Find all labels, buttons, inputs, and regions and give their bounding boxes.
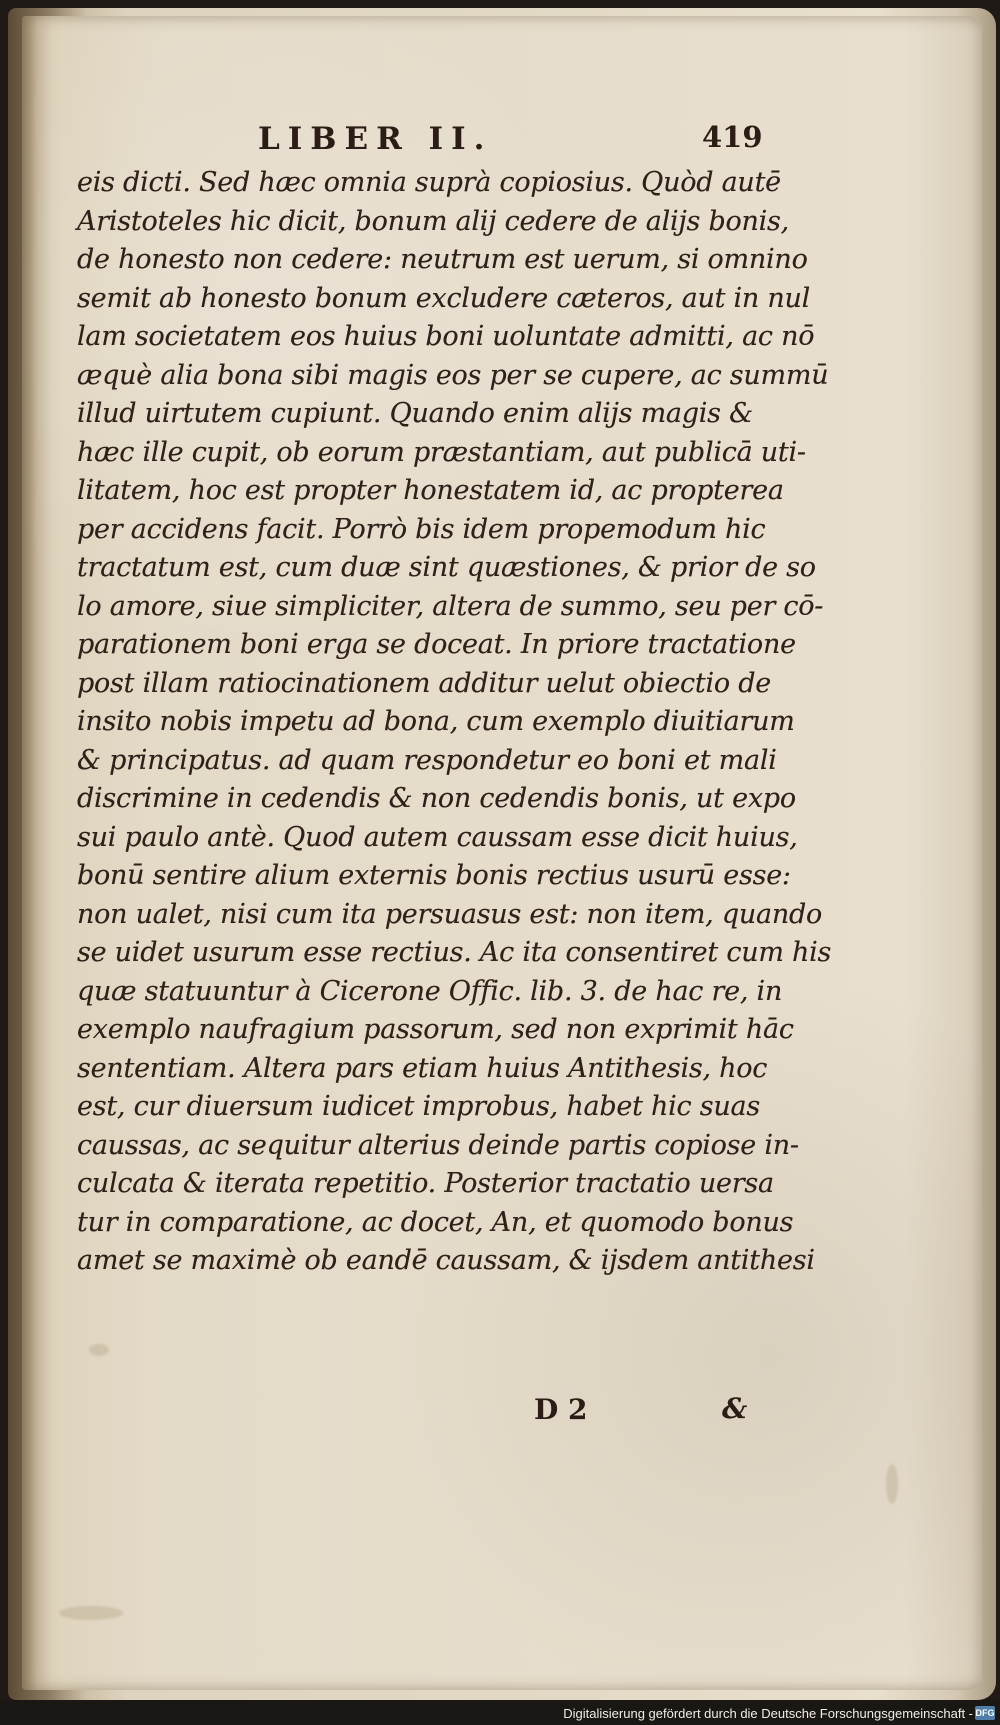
text-line: tur in comparatione, ac docet, An, et quomodo bonus [77,1206,794,1238]
page-header [22,121,982,165]
dfg-logo: DFG [975,1708,995,1718]
text-line: Aristoteles hic dicit, bonum alij cedere de alijs bonis, [77,205,789,237]
text-line: discrimine in cedendis & non cedendis bonis, ut expo [77,783,796,814]
page-footer [22,1393,982,1431]
text-line: post illam ratiocinationem additur uelut obiectio de [77,667,772,699]
text-line: caussas, ac sequitur alterius deinde partis copiose in- [77,1129,799,1161]
text-line: bonū sentire alium externis bonis rectius usurū esse: [77,860,791,891]
text-line: per accidens facit. Porrò bis idem propemodum hic [77,513,766,545]
paper-stain [89,1344,109,1356]
text-line: & principatus. ad quam respondetur eo boni et mali [77,744,777,776]
signature-mark: D 2 [534,1393,588,1426]
text-line: tractatum est, cum duæ sint quæstiones, & prior de so [77,552,816,583]
text-line: sententiam. Altera pars etiam huius Antithesis, hoc [77,1052,768,1084]
digitization-credit: Digitalisierung gefördert durch die Deutsche Forschungsgemeinschaft - [563,1706,973,1721]
text-line: lam societatem eos huius boni uoluntate admitti, ac nō [77,321,815,352]
text-line: parationem boni erga se doceat. In priore tractatione [77,629,796,660]
catchword: & [722,1392,748,1425]
text-line: amet se maximè ob eandē caussam, & ijsdem antithesi [77,1245,815,1276]
text-line: lo amore, siue simpliciter, altera de summo, seu per cō- [77,590,824,622]
text-line: semit ab honesto bonum excludere cæteros, aut in nul [77,282,811,314]
text-line: est, cur diuersum iudicet improbus, habet hic suas [77,1091,760,1122]
digitization-banner [0,1700,1000,1725]
latin-text-block [77,164,832,1281]
text-line: litatem, hoc est propter honestatem id, ac propterea [77,475,784,506]
text-line: quæ statuuntur à Cicerone Offic. lib. 3. de hac re, in [77,975,783,1007]
page-gutter-shadow [22,16,52,1690]
text-line: hæc ille cupit, ob eorum præstantiam, aut publicā uti- [77,436,806,468]
page-number: 419 [702,120,763,154]
running-head: LIBER II. [258,121,493,157]
text-line: de honesto non cedere: neutrum est uerum, si omnino [77,244,808,275]
text-line: æquè alia bona sibi magis eos per se cupere, ac summū [77,359,829,391]
text-line: non ualet, nisi cum ita persuasus est: non item, quando [77,898,823,930]
book-page [22,16,982,1690]
text-line: culcata & iterata repetitio. Posterior tractatio uersa [77,1168,774,1199]
text-line: exemplo naufragium passorum, sed non exprimit hāc [77,1014,794,1045]
text-line: illud uirtutem cupiunt. Quando enim alijs magis & [77,398,753,429]
text-line: insito nobis impetu ad bona, cum exemplo diuitiarum [77,706,795,737]
text-line: se uidet usurum esse rectius. Ac ita consentiret cum his [77,937,832,968]
paper-stain [59,1606,123,1620]
text-line: sui paulo antè. Quod autem caussam esse dicit huius, [77,821,798,853]
text-line: eis dicti. Sed hæc omnia suprà copiosius. Quòd autē [77,167,781,198]
paper-stain [886,1464,898,1504]
